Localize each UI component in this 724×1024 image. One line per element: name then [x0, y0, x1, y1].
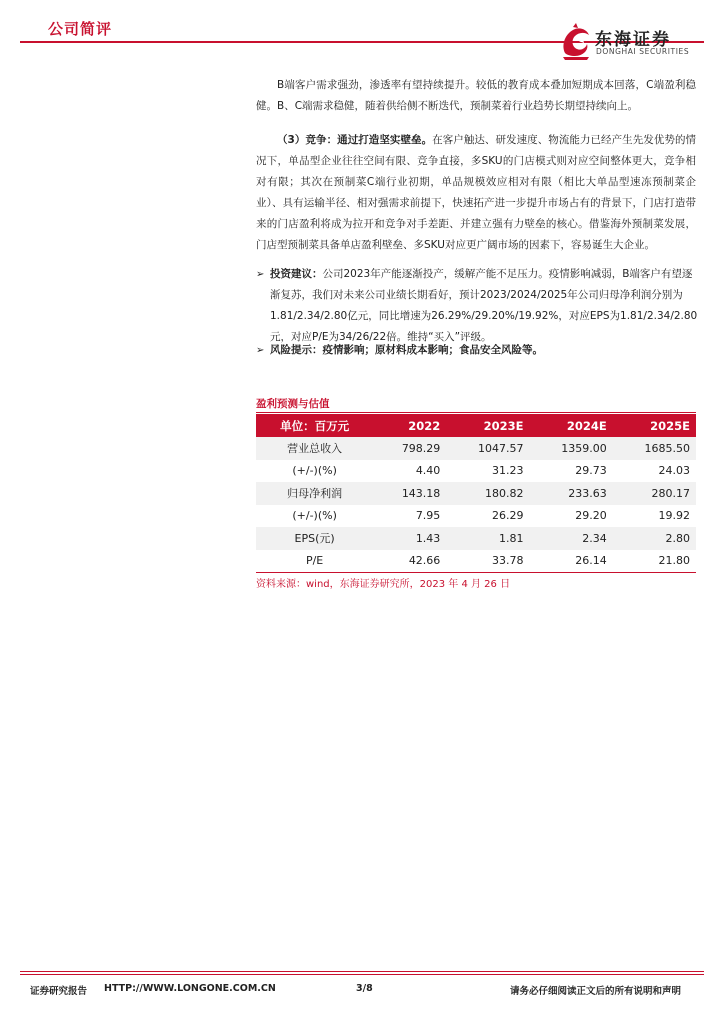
footer-divider-thin — [20, 974, 704, 975]
table-cell: 29.20 — [575, 509, 607, 523]
page-number: 3/8 — [356, 983, 373, 994]
table-cell: 42.66 — [373, 550, 446, 573]
table-header-cell: 单位：百万元 — [256, 414, 373, 437]
footer-divider — [20, 971, 704, 972]
table-row — [256, 550, 696, 573]
table-cell: 280.17 — [613, 482, 696, 505]
bullet-arrow-icon: ➢ — [256, 269, 265, 280]
table-cell: 143.18 — [373, 482, 446, 505]
table-cell-label: EPS(元) — [256, 527, 373, 550]
paragraph-competition-heading: （3）竞争：通过打造坚实壁垒。 — [277, 134, 433, 146]
footer-disclaimer: 请务必仔细阅读正文后的所有说明和声明 — [510, 986, 682, 997]
table-cell: 1359.00 — [530, 437, 613, 460]
table-row — [256, 437, 696, 460]
table-cell: 31.23 — [492, 464, 524, 478]
table-cell: 29.73 — [575, 464, 607, 478]
section-label: 公司简评 — [48, 20, 113, 38]
table-cell: 26.14 — [530, 550, 613, 573]
table-header-cell: 2024E — [530, 414, 613, 437]
table-cell: 1685.50 — [613, 437, 696, 460]
paragraph-competition — [256, 130, 696, 256]
table-cell: 233.63 — [530, 482, 613, 505]
table-cell: 24.03 — [658, 464, 690, 478]
table-cell-label: 营业总收入 — [256, 437, 373, 460]
table-cell: 26.29 — [492, 509, 524, 523]
table-cell: 1.43 — [373, 527, 446, 550]
table-header-cell: 2025E — [613, 414, 696, 437]
table-row — [256, 460, 696, 483]
bullet-investment-body: 公司2023年产能逐渐投产，缓解产能不足压力。疫情影响减弱，B端客户有望逐渐复苏，我们对未来公司业绩长期看好，预计2023/2024/2025年公司归母净利润分别为1.81/2.34/2.80亿元，同比增速为26.29%/29.20%/19.92%，对应EPS为1.81/2.34/2.80元，对应P/E为34/26/22倍。维持“买入”评级。 — [270, 268, 698, 343]
dragon-logo-icon — [559, 23, 593, 61]
table-cell: 1047.57 — [446, 437, 529, 460]
bullet-arrow-icon: ➢ — [256, 345, 265, 356]
table-header-cell: 2022 — [373, 414, 446, 437]
footer-report-type: 证券研究报告 — [30, 986, 88, 997]
table-cell: 2.80 — [613, 527, 696, 550]
table-cell: 4.40 — [415, 464, 441, 478]
table-cell-label: (+/-)(%) — [292, 509, 337, 523]
table-title: 盈利预测与估值 — [256, 398, 330, 410]
company-logo — [559, 23, 709, 63]
table-cell: 180.82 — [446, 482, 529, 505]
table-row — [256, 527, 696, 550]
bullet-investment-advice — [256, 264, 698, 348]
paragraph-demand: B端客户需求强劲，渗透率有望持续提升。较低的教育成本叠加短期成本回落，C端盈利稳健。B、C端需求稳健，随着供给侧不断迭代，预制菜着行业趋势长期望持续向上。 — [256, 79, 696, 112]
table-row — [256, 505, 696, 528]
table-row — [256, 482, 696, 505]
table-header-row — [256, 414, 696, 437]
table-cell: 2.34 — [530, 527, 613, 550]
table-cell: 19.92 — [658, 509, 690, 523]
table-cell: 798.29 — [373, 437, 446, 460]
table-cell: 33.78 — [446, 550, 529, 573]
footer-website-link[interactable]: HTTP://WWW.LONGONE.COM.CN — [104, 983, 276, 994]
table-cell: 21.80 — [613, 550, 696, 573]
table-cell-label: 归母净利润 — [256, 482, 373, 505]
bullet-risk-text: 风险提示：疫情影响；原材料成本影响；食品安全风险等。 — [270, 344, 543, 356]
table-cell: 7.95 — [415, 509, 441, 523]
bullet-investment-heading: 投资建议： — [270, 268, 323, 280]
earnings-forecast-table — [256, 414, 696, 573]
table-header-cell: 2023E — [446, 414, 529, 437]
logo-text-cn: 东海证券 — [595, 30, 671, 50]
bullet-risk-warning — [256, 340, 698, 361]
paragraph-competition-body: 在客户触达、研发速度、物流能力已经产生先发优势的情况下，单品型企业往往空间有限、竞争直接，多SKU的门店模式则对应空间整体更大，竞争相对有限；其次在预制菜C端行业初期，单品规模效应相对有限（相比大单品型速冻预制菜企业）、具有运输半径、相对强需求前提下，快速拓产进一步提升市场占有的背景下，门店打造带来的门店盈利将成为拉开和竞争对手差距、并建立强有力壁垒的核心。借鉴海外预制菜发展，门店型预制菜具备单店盈利壁垒、多SKU对应更广阔市场的因素下，容易诞生大企业。 — [256, 134, 697, 251]
table-cell-label: (+/-)(%) — [292, 464, 337, 478]
logo-text-en: DONGHAI SECURITIES — [596, 47, 690, 56]
table-cell: 1.81 — [446, 527, 529, 550]
table-cell-label: P/E — [256, 550, 373, 573]
table-title-divider — [256, 412, 696, 413]
table-source-note: 资料来源：wind，东海证券研究所，2023 年 4 月 26 日 — [256, 579, 511, 590]
